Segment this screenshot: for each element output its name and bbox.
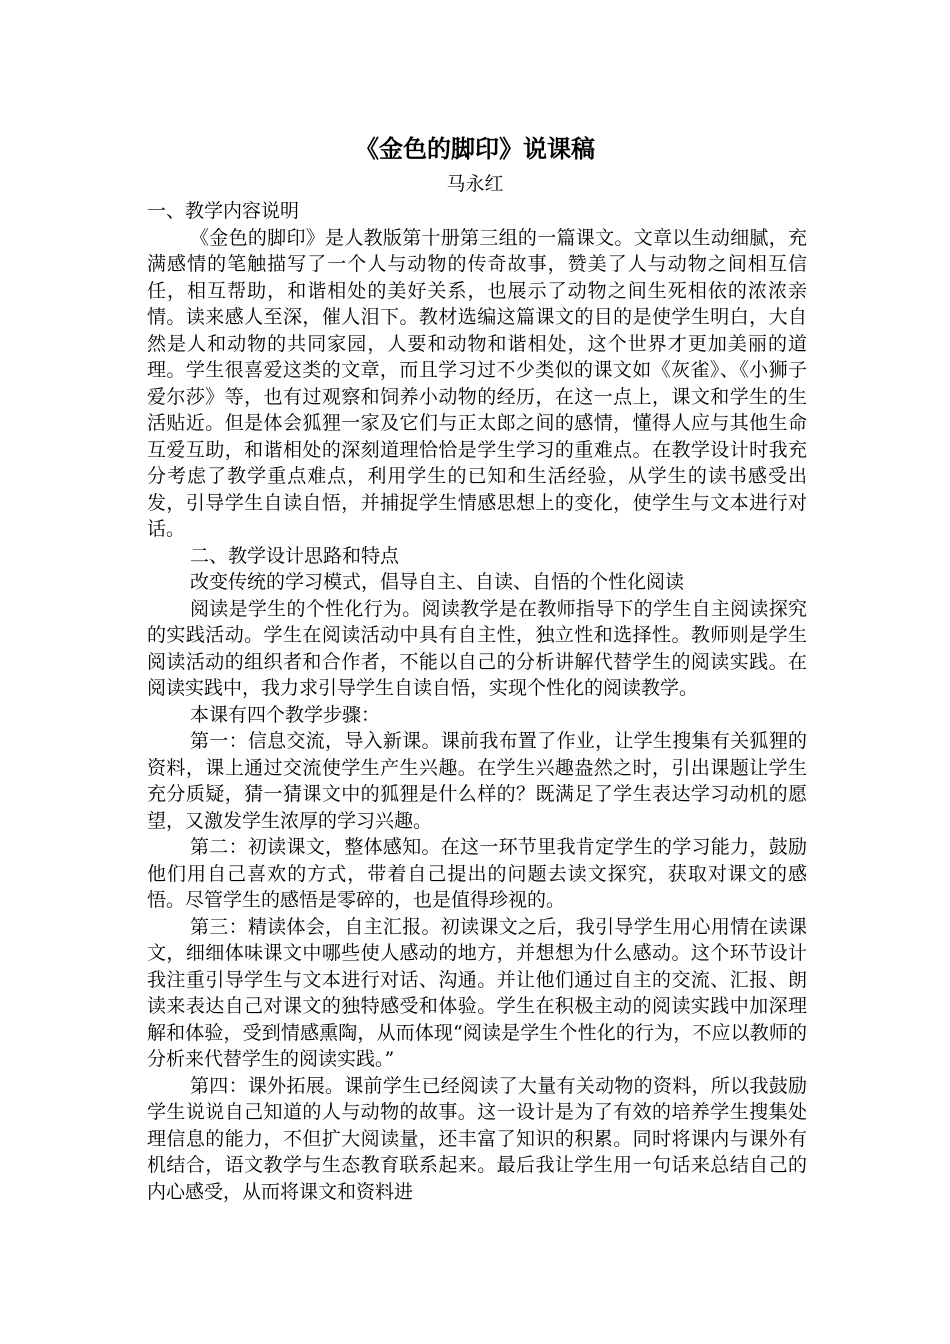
paragraph: 《金色的脚印》是人教版第十册第三组的一篇课文。文章以生动细腻，充满感情的笔触描写了一个人与动物的传奇故事，赞美了人与动物之间相互信任，相互帮助，和谐相处的美好关系，也展示了动物之间生死相依的浓浓亲情。读来感人至深，催人泪下。教材选编这篇课文的目的是使学生明白，大自然是人和动物的共同家园，人要和动物和谐相处，这个世界才更加美丽的道理。学生很喜爱这类的文章，而且学习过不少类似的课文如《灰雀》、《小狮子爱尔莎》等，也有过观察和饲养小动物的经历，在这一点上，课文和学生的生活贴近。但是体会狐狸一家及它们与正太郎之间的感情，懂得人应与其他生命互爱互助，和谐相处的深刻道理恰恰是学生学习的重难点。在教学设计时我充分考虑了教学重点难点，利用学生的已知和生活经验，从学生的读书感受出发，引导学生自读自悟，并捕捉学生情感思想上的变化，使学生与文本进行对话。: [147, 226, 807, 540]
document-author: 马永红: [446, 173, 504, 195]
paragraph: 改变传统的学习模式，倡导自主、自读、自悟的个性化阅读: [190, 571, 685, 593]
paragraph: 阅读是学生的个性化行为。阅读教学是在教师指导下的学生自主阅读探究的实践活动。学生在阅读活动中具有自主性，独立性和选择性。教师则是学生阅读活动的组织者和合作者，不能以自己的分析讲解代替学生的阅读实践。在阅读实践中，我力求引导学生自读自悟，实现个性化的阅读教学。: [147, 597, 807, 699]
paragraph: 第二：初读课文，整体感知。在这一环节里我肯定学生的学习能力，鼓励他们用自己喜欢的方式，带着自己提出的问题去读文探究，获取对课文的感悟。尽管学生的感悟是零碎的，也是值得珍视的。: [147, 836, 807, 911]
document-title: 《金色的脚印》说课稿: [355, 135, 595, 163]
document-body: [147, 198, 807, 1205]
paragraph: 二、教学设计思路和特点: [190, 544, 400, 567]
paragraph: 一、教学内容说明: [147, 200, 300, 222]
paragraph: 第一：信息交流，导入新课。课前我布置了作业，让学生搜集有关狐狸的资料，课上通过交流使学生产生兴趣。在学生兴趣盎然之时，引出课题让学生充分质疑，猜一猜课文中的狐狸是什么样的？既满足了学生表达学习动机的愿望，又激发学生浓厚的学习兴趣。: [147, 730, 807, 832]
paragraph: 本课有四个教学步骤：: [190, 703, 381, 726]
paragraph: 第三：精读体会，自主汇报。初读课文之后，我引导学生用心用情在读课文，细细体味课文中哪些使人感动的地方，并想想为什么感动。这个环节设计我注重引导学生与文本进行对话、沟通。并让他们通过自主的交流、汇报、朗读来表达自己对课文的独特感受和体验。学生在积极主动的阅读实践中加深理解和体验，受到情感熏陶，从而体现“阅读是学生个性化的行为，不应以教师的分析来代替学生的阅读实践。”: [147, 915, 807, 1070]
paragraph: 第四：课外拓展。课前学生已经阅读了大量有关动物的资料，所以我鼓励学生说说自己知道的人与动物的故事。这一设计是为了有效的培养学生搜集处理信息的能力，不但扩大阅读量，还丰富了知识的积累。同时将课内与课外有机结合，语文教学与生态教育联系起来。最后我让学生用一句话来总结自己的内心感受，从而将课文和资料进: [147, 1074, 807, 1203]
